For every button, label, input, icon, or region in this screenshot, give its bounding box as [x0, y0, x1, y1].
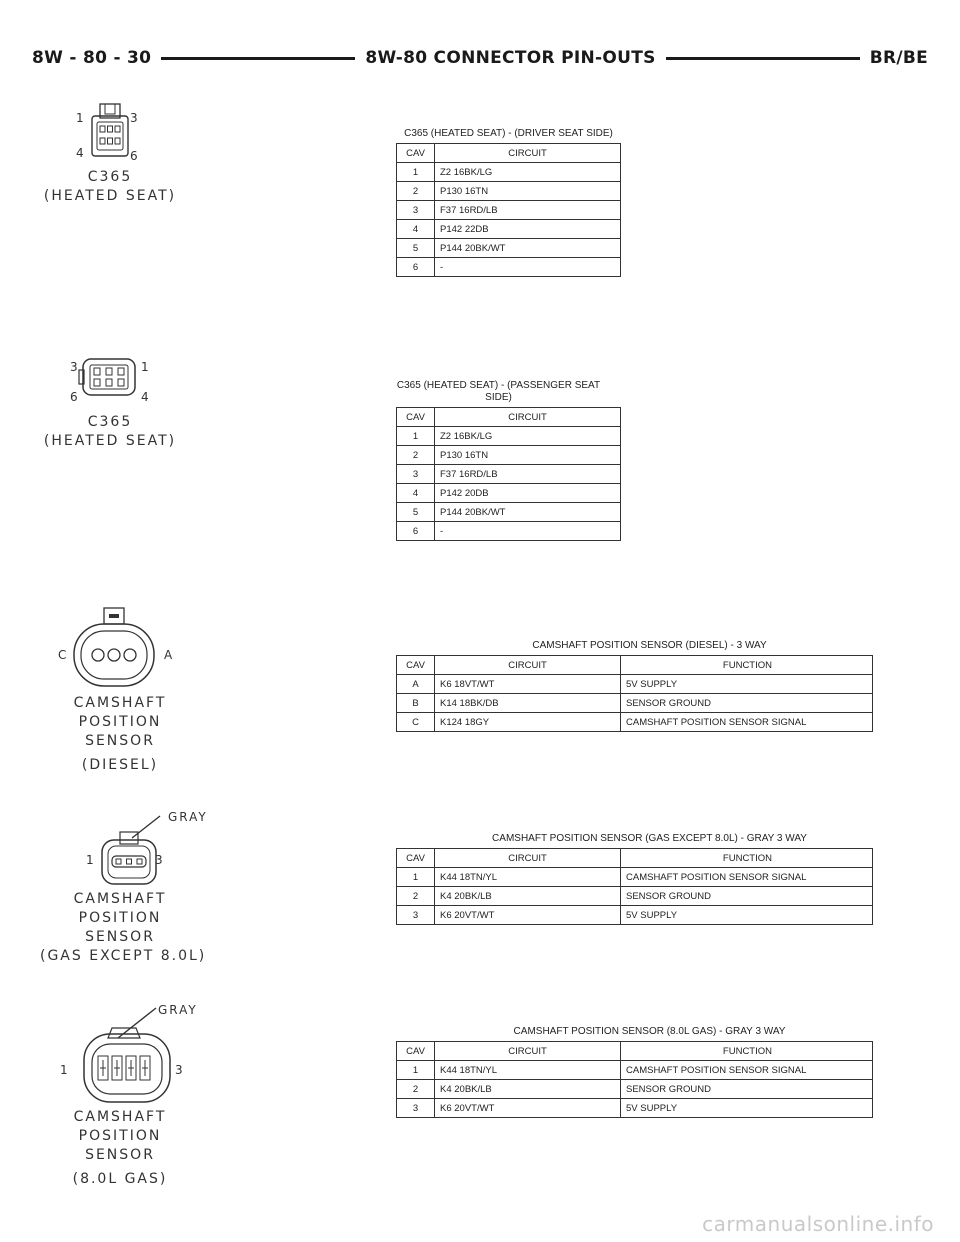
circuit-cell: P142 20DB — [435, 484, 621, 503]
label-line: POSITION — [78, 1128, 162, 1144]
pin-label: 4 — [141, 390, 149, 404]
page-title: 8W-80 CONNECTOR PIN-OUTS — [365, 48, 656, 68]
cav-cell: 2 — [397, 1080, 435, 1099]
col-header-circuit: CIRCUIT — [435, 849, 621, 868]
c365-passenger-table — [396, 380, 621, 541]
col-header-cav: CAV — [397, 1042, 435, 1061]
function-cell: 5V SUPPLY — [621, 906, 873, 925]
label-line: SENSOR — [85, 1147, 155, 1163]
pin-label: 3 — [175, 1063, 183, 1077]
col-header-cav: CAV — [397, 849, 435, 868]
pin-label: 3 — [70, 360, 78, 374]
circuit-cell: P144 20BK/WT — [435, 503, 621, 522]
cav-cell: 3 — [397, 201, 435, 220]
cav-cell: 1 — [397, 427, 435, 446]
cmp-8l-label — [40, 1108, 200, 1189]
pin-label: C — [58, 648, 67, 662]
table-row — [397, 201, 621, 220]
table-row — [397, 694, 873, 713]
cav-cell: 6 — [397, 258, 435, 277]
cmp-8l-connector-icon — [78, 1004, 178, 1106]
table-row — [397, 484, 621, 503]
function-cell: 5V SUPPLY — [621, 1099, 873, 1118]
cav-cell: 2 — [397, 182, 435, 201]
cav-cell: 3 — [397, 906, 435, 925]
table-row — [397, 1080, 873, 1099]
cmp-diesel-label — [40, 694, 200, 775]
page-header — [32, 46, 928, 70]
label-line: CAMSHAFT — [73, 695, 167, 711]
table-title: C365 (HEATED SEAT) - (PASSENGER SEAT SIDE) — [396, 380, 601, 403]
table-row — [397, 713, 873, 732]
col-header-circuit: CIRCUIT — [435, 144, 621, 163]
circuit-cell: - — [435, 258, 621, 277]
col-header-cav: CAV — [397, 144, 435, 163]
function-cell: CAMSHAFT POSITION SENSOR SIGNAL — [621, 1061, 873, 1080]
circuit-cell: K6 18VT/WT — [435, 675, 621, 694]
label-line: (GAS EXCEPT 8.0L) — [40, 948, 207, 964]
cav-cell: A — [397, 675, 435, 694]
col-header-function: FUNCTION — [621, 849, 873, 868]
pin-label: 1 — [141, 360, 149, 374]
circuit-cell: F37 16RD/LB — [435, 465, 621, 484]
circuit-cell: K6 20VT/WT — [435, 1099, 621, 1118]
cav-cell: C — [397, 713, 435, 732]
model-code: BR/BE — [869, 48, 929, 68]
table-row — [397, 887, 873, 906]
circuit-cell: P144 20BK/WT — [435, 239, 621, 258]
pin-label: 6 — [70, 390, 78, 404]
table-title: C365 (HEATED SEAT) - (DRIVER SEAT SIDE) — [404, 128, 613, 139]
function-cell: SENSOR GROUND — [621, 694, 873, 713]
c365-passenger-connector-icon — [78, 356, 140, 398]
function-cell: SENSOR GROUND — [621, 1080, 873, 1099]
circuit-cell: K4 20BK/LB — [435, 1080, 621, 1099]
label-line: POSITION — [78, 714, 162, 730]
circuit-cell: Z2 16BK/LG — [435, 163, 621, 182]
table-row — [397, 465, 621, 484]
label-line: SENSOR — [85, 929, 155, 945]
pin-label: 4 — [76, 146, 84, 160]
table-row — [397, 1061, 873, 1080]
table-row — [397, 182, 621, 201]
circuit-cell: P142 22DB — [435, 220, 621, 239]
pin-label: 1 — [60, 1063, 68, 1077]
label-line: C365 — [87, 414, 133, 430]
circuit-cell: - — [435, 522, 621, 541]
cav-cell: B — [397, 694, 435, 713]
pin-label: 1 — [86, 853, 94, 867]
watermark[interactable]: carmanualsonline.info — [702, 1212, 934, 1236]
cav-cell: 1 — [397, 1061, 435, 1080]
cav-cell: 1 — [397, 163, 435, 182]
circuit-cell: K14 18BK/DB — [435, 694, 621, 713]
cav-cell: 5 — [397, 503, 435, 522]
circuit-cell: P130 16TN — [435, 182, 621, 201]
cmp-gas-label — [40, 890, 207, 966]
header-rule-left — [161, 57, 355, 60]
table-row — [397, 906, 873, 925]
page-number: 8W - 80 - 30 — [32, 48, 152, 68]
circuit-cell: P130 16TN — [435, 446, 621, 465]
table-row — [397, 868, 873, 887]
label-line: (DIESEL) — [81, 757, 159, 773]
cav-cell: 2 — [397, 446, 435, 465]
c365-driver-table — [396, 128, 621, 277]
col-header-cav: CAV — [397, 656, 435, 675]
table-row — [397, 1099, 873, 1118]
circuit-cell: K44 18TN/YL — [435, 868, 621, 887]
c365-passenger-label — [40, 413, 180, 451]
label-line: C365 — [87, 169, 133, 185]
header-rule-right — [666, 57, 860, 60]
cav-cell: 4 — [397, 484, 435, 503]
circuit-cell: K4 20BK/LB — [435, 887, 621, 906]
wire-color-callout: GRAY — [168, 810, 208, 824]
c365-driver-label — [40, 168, 180, 206]
pin-label: 6 — [130, 149, 138, 163]
table-row — [397, 258, 621, 277]
col-header-circuit: CIRCUIT — [435, 408, 621, 427]
col-header-function: FUNCTION — [621, 1042, 873, 1061]
label-line: CAMSHAFT — [73, 891, 167, 907]
col-header-circuit: CIRCUIT — [435, 656, 621, 675]
function-cell: CAMSHAFT POSITION SENSOR SIGNAL — [621, 713, 873, 732]
cav-cell: 2 — [397, 887, 435, 906]
circuit-cell: Z2 16BK/LG — [435, 427, 621, 446]
cav-cell: 3 — [397, 465, 435, 484]
label-line: POSITION — [78, 910, 162, 926]
label-line: (HEATED SEAT) — [43, 188, 177, 204]
cav-cell: 1 — [397, 868, 435, 887]
label-line: (HEATED SEAT) — [43, 433, 177, 449]
label-line: CAMSHAFT — [73, 1109, 167, 1125]
circuit-cell: F37 16RD/LB — [435, 201, 621, 220]
cmp-diesel-table — [396, 640, 873, 732]
cmp-gas-connector-icon — [96, 812, 166, 888]
table-title: CAMSHAFT POSITION SENSOR (8.0L GAS) - GRAY 3 WAY — [513, 1026, 786, 1037]
c365-driver-connector-icon — [88, 102, 132, 160]
pin-label: 3 — [130, 111, 138, 125]
cmp-diesel-connector-icon — [70, 606, 158, 690]
label-line: (8.0L GAS) — [72, 1171, 168, 1187]
table-row — [397, 503, 621, 522]
cav-cell: 5 — [397, 239, 435, 258]
table-row — [397, 675, 873, 694]
table-row — [397, 163, 621, 182]
col-header-circuit: CIRCUIT — [435, 1042, 621, 1061]
cav-cell: 3 — [397, 1099, 435, 1118]
circuit-cell: K44 18TN/YL — [435, 1061, 621, 1080]
function-cell: 5V SUPPLY — [621, 675, 873, 694]
table-row — [397, 239, 621, 258]
pin-label: 3 — [155, 853, 163, 867]
cmp-8l-table — [396, 1026, 873, 1118]
pin-label: 1 — [76, 111, 84, 125]
function-cell: SENSOR GROUND — [621, 887, 873, 906]
circuit-cell: K124 18GY — [435, 713, 621, 732]
table-row — [397, 427, 621, 446]
cav-cell: 6 — [397, 522, 435, 541]
table-title: CAMSHAFT POSITION SENSOR (GAS EXCEPT 8.0L) - GRAY 3 WAY — [492, 833, 807, 844]
label-line: SENSOR — [85, 733, 155, 749]
function-cell: CAMSHAFT POSITION SENSOR SIGNAL — [621, 868, 873, 887]
pin-label: A — [164, 648, 173, 662]
table-row — [397, 522, 621, 541]
table-row — [397, 220, 621, 239]
table-row — [397, 446, 621, 465]
cmp-gas-table — [396, 833, 873, 925]
table-title: CAMSHAFT POSITION SENSOR (DIESEL) - 3 WAY — [532, 640, 767, 651]
cav-cell: 4 — [397, 220, 435, 239]
col-header-function: FUNCTION — [621, 656, 873, 675]
wire-color-callout: GRAY — [158, 1003, 198, 1017]
circuit-cell: K6 20VT/WT — [435, 906, 621, 925]
col-header-cav: CAV — [397, 408, 435, 427]
